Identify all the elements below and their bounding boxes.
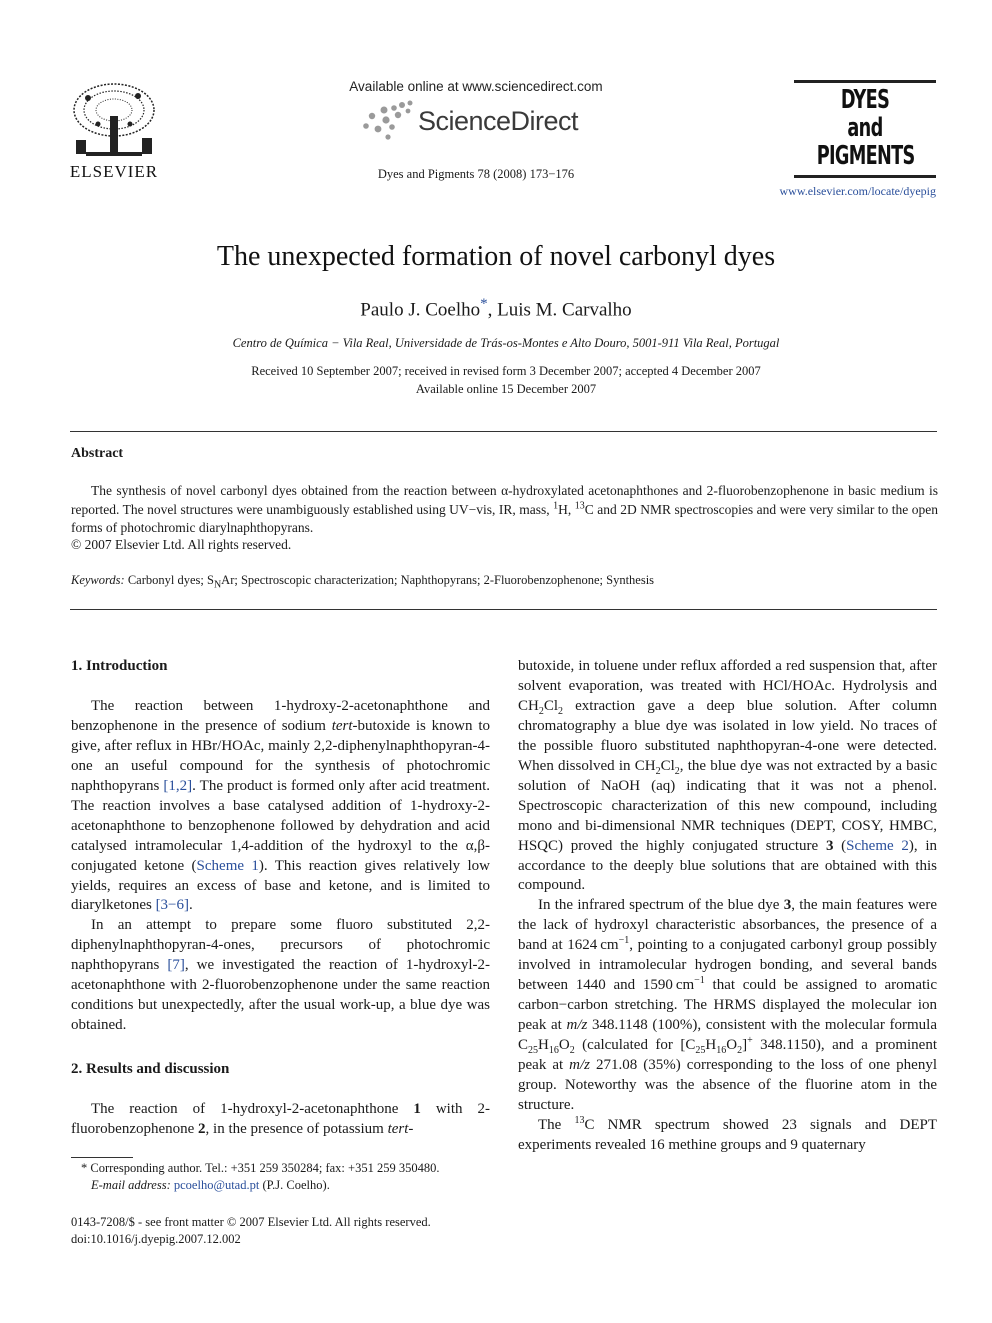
intro-paragraph-2	[71, 916, 490, 1036]
scheme-link[interactable]: Scheme 1	[196, 857, 259, 874]
keywords	[71, 573, 938, 591]
article-title: The unexpected formation of novel carbonyl dyes	[216, 241, 776, 272]
keywords-text-b: Ar; Spectroscopic characterization; Naphthopyrans; 2-Fluorobenzophenone; Synthesis	[221, 573, 655, 587]
text: . The product is formed only after acid treatment. The reaction involves a base catalysed addition of 1-hydroxy-2-acetonaphthone to benzophenone followed by dehydration and acid catalysed intramolecular 1,4-addition of the hydroxyl to the α,β-conjugated ketone (	[71, 777, 490, 874]
text: In the infrared spectrum of the blue dye	[538, 897, 784, 914]
text: (calculated for [C	[574, 1037, 696, 1054]
compound-number: 2	[198, 1121, 206, 1138]
compound-number: 3	[825, 837, 834, 854]
elsevier-logo	[68, 80, 160, 180]
subscript: 2	[737, 1045, 743, 1057]
text: ]	[742, 1037, 748, 1054]
doi-line: doi:10.1016/j.dyepig.2007.12.002	[71, 1232, 241, 1246]
corresponding-author-link[interactable]: *	[480, 296, 488, 312]
citation-link[interactable]: [7]	[167, 957, 185, 974]
text: , we investigated the reaction of 1-hydroxyl-2-acetonaphthone with 2-fluorobenzophenone under the same reaction conditions but unexpectedly, after the usual work-up, a blue dye was obtained.	[71, 957, 490, 1034]
author-carvalho: , Luis M. Carvalho	[487, 299, 632, 321]
email-label: E-mail address:	[91, 1178, 171, 1192]
received-dates: Received 10 September 2007; received in revised form 3 December 2007; accepted 4 December 2007	[251, 364, 761, 378]
journal-reference: Dyes and Pigments 78 (2008) 173−176	[377, 167, 575, 181]
elsevier-tree-icon	[68, 80, 160, 162]
compound-number: 3	[783, 897, 792, 914]
text: H	[538, 1037, 549, 1054]
results-paragraph-1	[71, 1100, 490, 1140]
text: Cl	[543, 697, 559, 714]
keywords-text-a: Carbonyl dyes; S	[124, 573, 214, 587]
journal-logo-bottom-rule	[794, 175, 936, 178]
abstract-sup-1: 1	[553, 500, 559, 511]
superscript: 13	[574, 1114, 585, 1126]
abstract-paragraph	[71, 482, 938, 538]
scheme-link[interactable]: Scheme 2	[846, 837, 909, 854]
text-italic: m/z	[569, 1057, 591, 1074]
abstract-text-b: H,	[558, 501, 575, 517]
superscript: −1	[694, 975, 705, 987]
text: 348.1150), and a prominent peak at	[518, 1037, 937, 1074]
text: Cl	[660, 757, 675, 774]
right-column	[518, 657, 937, 1156]
subscript: 2	[569, 1045, 575, 1057]
text: The reaction between 1-hydroxy-2-acetonaphthone and benzophenone in the presence of sodium	[71, 697, 490, 734]
email-line	[71, 1177, 491, 1194]
footnote	[71, 1160, 491, 1194]
keywords-sub: N	[213, 579, 222, 591]
email-link[interactable]: pcoelho@utad.pt	[173, 1178, 260, 1192]
left-column	[71, 657, 490, 1140]
subscript: 2	[538, 705, 544, 717]
text: The	[538, 1116, 575, 1133]
author-coelho: Paulo J. Coelho	[360, 299, 481, 321]
journal-logo-line-2: and	[847, 113, 883, 143]
sciencedirect-logo	[358, 100, 598, 142]
journal-logo-line-1: DYES	[840, 85, 890, 115]
text: In an attempt to prepare some fluoro substituted 2,2-diphenylnaphthopyran-4-ones, precursors of photochromic naphthopyrans	[71, 917, 490, 974]
citation-link[interactable]: [1,2]	[163, 777, 193, 794]
keywords-label: Keywords:	[71, 573, 125, 587]
divider-bottom	[70, 609, 937, 610]
superscript: −1	[618, 935, 630, 947]
abstract-text-a: The synthesis of novel carbonyl dyes obtained from the reaction between α-hydroxylated acetonaphthones and 2-fluorobenzophenone in basic medium is reported. The novel structures were unambiguously established using UV−vis, IR, mass,	[71, 483, 938, 517]
text: , the blue dye was not extracted by a basic solution of NaOH (aq) indicating that it was not a phenol. Spectroscopic characterization of this new compound, including mono and bi-dimensional NMR techniques (DEPT, COSY, HMBC, HSQC) proved the highly conjugated structure	[518, 757, 937, 854]
journal-logo-text	[817, 86, 914, 170]
text: that could be assigned to aromatic carbon−carbon stretching. The HRMS displayed the molecular ion peak at	[518, 977, 937, 1034]
right-paragraph-3	[518, 1116, 937, 1156]
citation-link[interactable]: [3−6]	[155, 897, 190, 914]
text: butoxide, in toluene under reflux afforded a red suspension that, after solvent evaporation, was treated with HCl/HOAc. Hydrolysis and CH	[518, 658, 937, 714]
affiliation: Centro de Química − Vila Real, Universidade de Trás-os-Montes e Alto Douro, 5001-911 Vila Real, Portugal	[232, 336, 780, 350]
text: , pointing to a conjugated carbonyl group possibly involved in intramolecular hydrogen bonding, and several bands between 1440 and 1590 cm	[518, 937, 937, 994]
text: C NMR spectrum showed 23 signals and DEPT experiments revealed 16 methine groups and 9 quaternary	[518, 1116, 937, 1153]
text: The reaction of 1-hydroxyl-2-acetonaphthone	[91, 1101, 414, 1118]
journal-logo-line-3: PIGMENTS	[816, 141, 915, 171]
abstract-text-c: C and 2D NMR spectroscopies and were very similar to the open forms of photochromic diarylnaphthopyrans.	[71, 501, 939, 535]
text: ). This reaction gives relatively low yields, requires an excess of base and ketone, and is limited to diarylketones	[71, 857, 490, 914]
text: 271.08 (35%) corresponding to the loss of one phenyl group. Noteworthy was the absence of the fluorine atom in the structure.	[518, 1057, 938, 1113]
corresponding-author-note: * Corresponding author. Tel.: +351 259 350284; fax: +351 259 350480.	[81, 1161, 440, 1175]
section-heading-results: 2. Results and discussion	[71, 1061, 230, 1078]
abstract-heading: Abstract	[71, 446, 124, 461]
text: extraction gave a deep blue solution. After column chromatography a blue dye was isolated in low yield. No traces of the possible fluoro substituted naphthopyran-4-one were detected. When dissolved in CH	[518, 697, 937, 774]
text: O	[726, 1037, 738, 1054]
journal-url-link[interactable]: www.elsevier.com/locate/dyepig	[779, 184, 936, 198]
text-italic: tert-	[387, 1121, 414, 1138]
text: , in the presence of potassium	[205, 1121, 388, 1138]
text: , the main features were the lack of hydroxyl characteristic absorbances, the presence of a band at 1624 cm	[518, 897, 937, 954]
subscript: 2	[558, 705, 564, 717]
right-paragraph-1	[518, 657, 937, 896]
text: (	[833, 837, 847, 854]
available-date: Available online 15 December 2007	[415, 382, 597, 396]
text: with 2-fluorobenzophenone	[71, 1101, 491, 1138]
article-dates	[80, 362, 932, 398]
text: ), in accordance to the deeply blue solutions that are obtained with this compound.	[518, 837, 938, 894]
subscript: 16	[548, 1045, 559, 1057]
platform-name: ScienceDirect	[418, 106, 579, 136]
subscript: 25	[695, 1045, 706, 1057]
section-heading-introduction: 1. Introduction	[71, 658, 168, 674]
right-paragraph-2	[518, 896, 937, 1115]
email-tail: (P.J. Coelho).	[259, 1178, 330, 1192]
abstract-body	[71, 482, 938, 538]
text: .	[189, 897, 193, 914]
text-italic: tert	[331, 717, 353, 734]
intro-paragraph-1	[71, 697, 490, 916]
subscript: 2	[674, 765, 680, 777]
author-list	[80, 296, 912, 321]
text-italic: m/z	[566, 1017, 588, 1034]
available-online-text: Available online at www.sciencedirect.com	[349, 79, 603, 94]
issn-line: 0143-7208/$ - see front matter © 2007 Elsevier Ltd. All rights reserved.	[71, 1215, 431, 1229]
abstract-sup-13: 13	[574, 500, 585, 511]
text: O	[558, 1037, 570, 1054]
publisher-name: ELSEVIER	[69, 162, 159, 181]
subscript: 25	[528, 1045, 539, 1057]
divider-top	[70, 431, 937, 432]
text: 348.1148 (100%), consistent with the molecular formula C	[518, 1017, 938, 1054]
subscript: 16	[716, 1045, 727, 1057]
subscript: 2	[655, 765, 661, 777]
text: H	[705, 1037, 717, 1054]
compound-number: 1	[413, 1101, 421, 1118]
journal-logo	[794, 80, 936, 178]
front-matter	[71, 1214, 491, 1248]
footnote-divider	[71, 1157, 133, 1158]
superscript: +	[747, 1035, 753, 1047]
copyright-notice: © 2007 Elsevier Ltd. All rights reserved.	[71, 537, 292, 552]
journal-logo-top-rule	[794, 80, 936, 83]
sciencedirect-dots-icon	[358, 100, 418, 142]
text: -butoxide is known to give, after reflux in HBr/HOAc, mainly 2,2-diphenylnaphthopyran-4-one an useful compound for the synthesis of photochromic naphthopyrans	[71, 717, 490, 794]
